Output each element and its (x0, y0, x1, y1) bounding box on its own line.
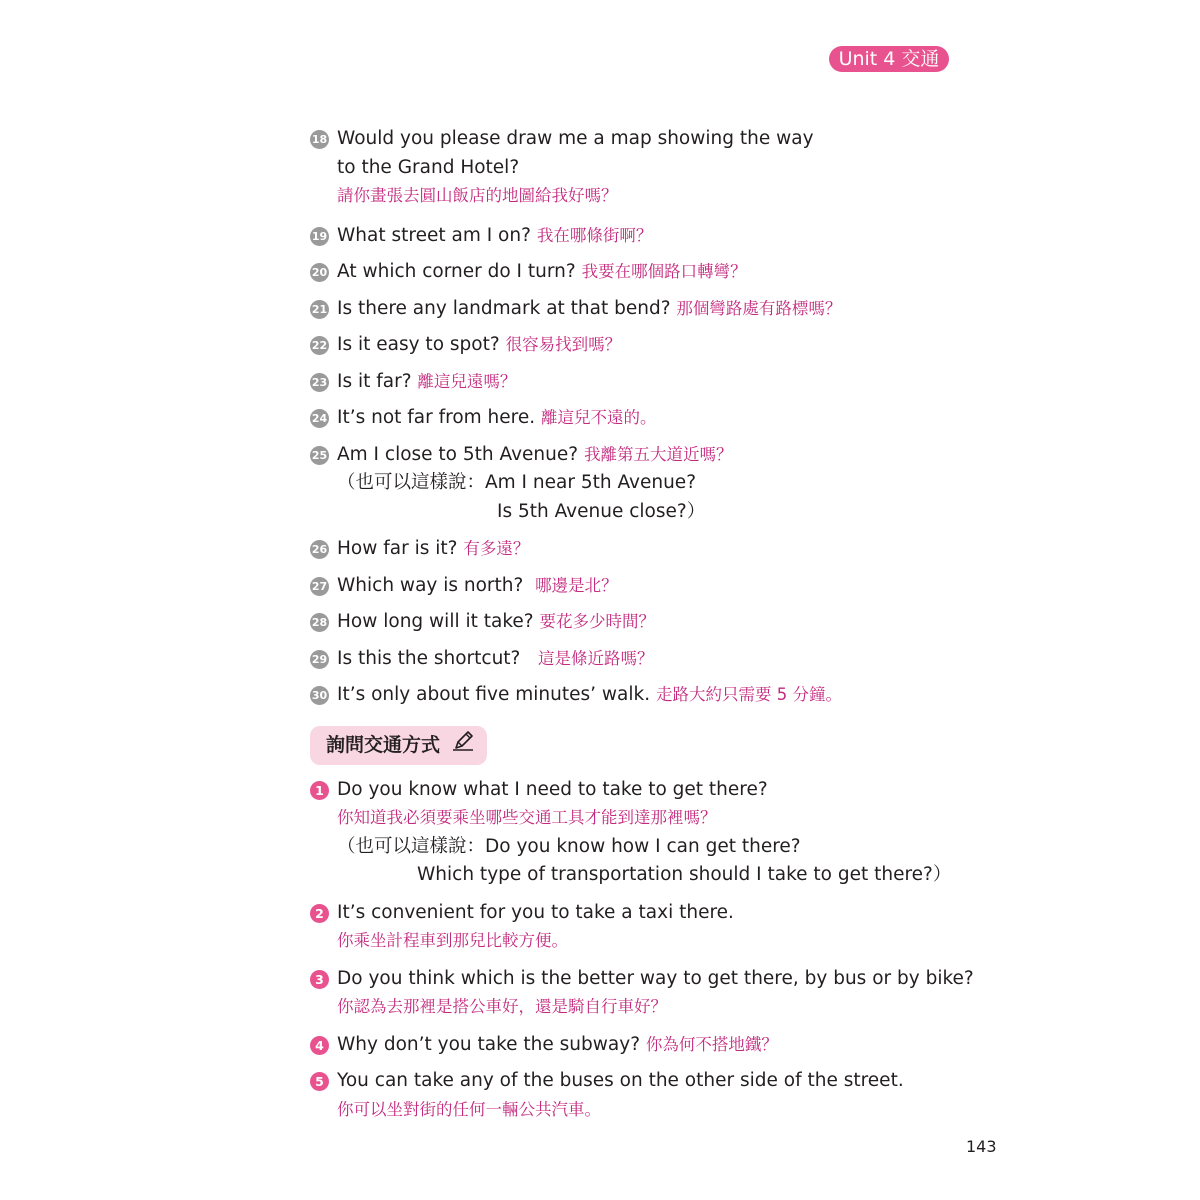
alternative-expression: （也可以這樣說：Do you know how I can get there? (337, 835, 801, 857)
item-number: 4 (310, 1036, 329, 1055)
phrase-item (310, 681, 960, 710)
item-number: 26 (310, 540, 329, 559)
chinese-translation: 你乘坐計程車到那兒比較方便。 (337, 931, 568, 950)
chinese-translation: 你知道我必須要乘坐哪些交通工具才能到達那裡嗎？ (337, 808, 717, 827)
english-sentence: Is this the shortcut? (337, 647, 521, 669)
phrase-item (310, 441, 960, 527)
item-number: 25 (310, 446, 329, 465)
english-sentence: Which way is north? (337, 574, 524, 596)
english-sentence: What street am I on? (337, 224, 531, 246)
item-number: 19 (310, 227, 329, 246)
chinese-translation: 離這兒不遠的。 (541, 408, 657, 427)
english-sentence: How long will it take? (337, 611, 534, 632)
phrase-item (310, 1067, 960, 1124)
phrase-item (310, 608, 960, 637)
chinese-translation: 那個彎路處有路標嗎？ (676, 298, 842, 318)
phrase-item (310, 965, 974, 1022)
english-sentence: Is there any landmark at that bend? (337, 297, 671, 319)
item-number: 18 (310, 130, 329, 149)
chinese-translation: 我在哪條街啊？ (536, 225, 653, 245)
phrase-item (310, 776, 960, 890)
item-number: 23 (310, 373, 329, 392)
phrase-item (310, 368, 960, 397)
item-number: 22 (310, 336, 329, 355)
chinese-translation: 我要在哪個路口轉彎？ (581, 262, 747, 281)
chinese-translation: 有多遠？ (463, 539, 530, 558)
item-number: 5 (310, 1072, 329, 1091)
english-sentence: Would you please draw me a map showing the way to the Grand Hotel? (337, 128, 814, 178)
chinese-translation: 走路大約只需要 5 分鐘。 (655, 685, 842, 704)
phrase-item (310, 404, 960, 433)
alternative-expression-continued: Which type of transportation should I take to get there?） (417, 864, 952, 885)
chinese-translation: 離這兒遠嗎？ (417, 371, 517, 391)
phrase-item (310, 295, 960, 324)
chinese-translation: 你可以坐對街的任何一輛公共汽車。 (337, 1099, 601, 1119)
english-sentence: Why don’t you take the subway? (337, 1033, 641, 1055)
chinese-translation: 要花多少時間？ (539, 612, 655, 631)
unit-tag: Unit 4 交通 (829, 46, 949, 72)
english-sentence: It’s convenient for you to take a taxi there. (337, 901, 734, 923)
phrase-item (310, 1031, 960, 1060)
phrase-item (310, 899, 960, 956)
chinese-translation: 哪邊是北？ (535, 575, 618, 595)
item-number: 30 (310, 686, 329, 705)
item-number: 27 (310, 577, 329, 596)
phrase-item (310, 535, 960, 564)
phrase-item (310, 125, 960, 211)
item-number: 20 (310, 263, 329, 282)
english-sentence: You can take any of the buses on the other side of the street. (337, 1070, 904, 1091)
chinese-translation: 你為何不搭地鐵？ (645, 1034, 778, 1054)
english-sentence: At which corner do I turn? (337, 261, 576, 282)
phrase-item (310, 258, 960, 287)
item-number: 29 (310, 650, 329, 669)
section-title (310, 726, 487, 765)
item-number: 21 (310, 300, 329, 319)
english-sentence: It’s only about five minutes’ walk. (337, 684, 651, 705)
item-number: 1 (310, 781, 329, 800)
item-number: 2 (310, 904, 329, 923)
alternative-expression: （也可以這樣說：Am I near 5th Avenue? (337, 472, 697, 493)
page-number: 143 (966, 1137, 997, 1156)
page-content (310, 125, 974, 1124)
item-number: 3 (310, 970, 329, 989)
alternative-expression-continued: Is 5th Avenue close?） (497, 500, 706, 522)
english-sentence: It’s not far from here. (337, 407, 536, 428)
pencil-icon (451, 729, 475, 762)
chinese-translation: 請你畫張去圓山飯店的地圖給我好嗎？ (337, 186, 618, 205)
english-sentence: How far is it? (337, 538, 458, 559)
english-sentence: Am I close to 5th Avenue? (337, 443, 579, 465)
section-title-text: 詢問交通方式 (326, 733, 441, 756)
phrase-item (310, 645, 960, 674)
english-sentence: Do you know what I need to take to get there? (337, 778, 768, 800)
item-number: 28 (310, 613, 329, 632)
phrase-item (310, 222, 960, 251)
english-sentence: Is it easy to spot? (337, 334, 500, 355)
phrase-item (310, 331, 960, 360)
item-number: 24 (310, 409, 329, 428)
chinese-translation: 很容易找到嗎？ (505, 335, 622, 354)
english-sentence: Do you think which is the better way to get there, by bus or by bike? (337, 967, 974, 989)
chinese-translation: 我離第五大道近嗎？ (583, 444, 733, 464)
chinese-translation: 這是條近路嗎？ (538, 648, 654, 668)
chinese-translation: 你認為去那裡是搭公車好，還是騎自行車好？ (337, 997, 667, 1016)
english-sentence: Is it far? (337, 370, 412, 392)
phrase-item (310, 572, 960, 601)
